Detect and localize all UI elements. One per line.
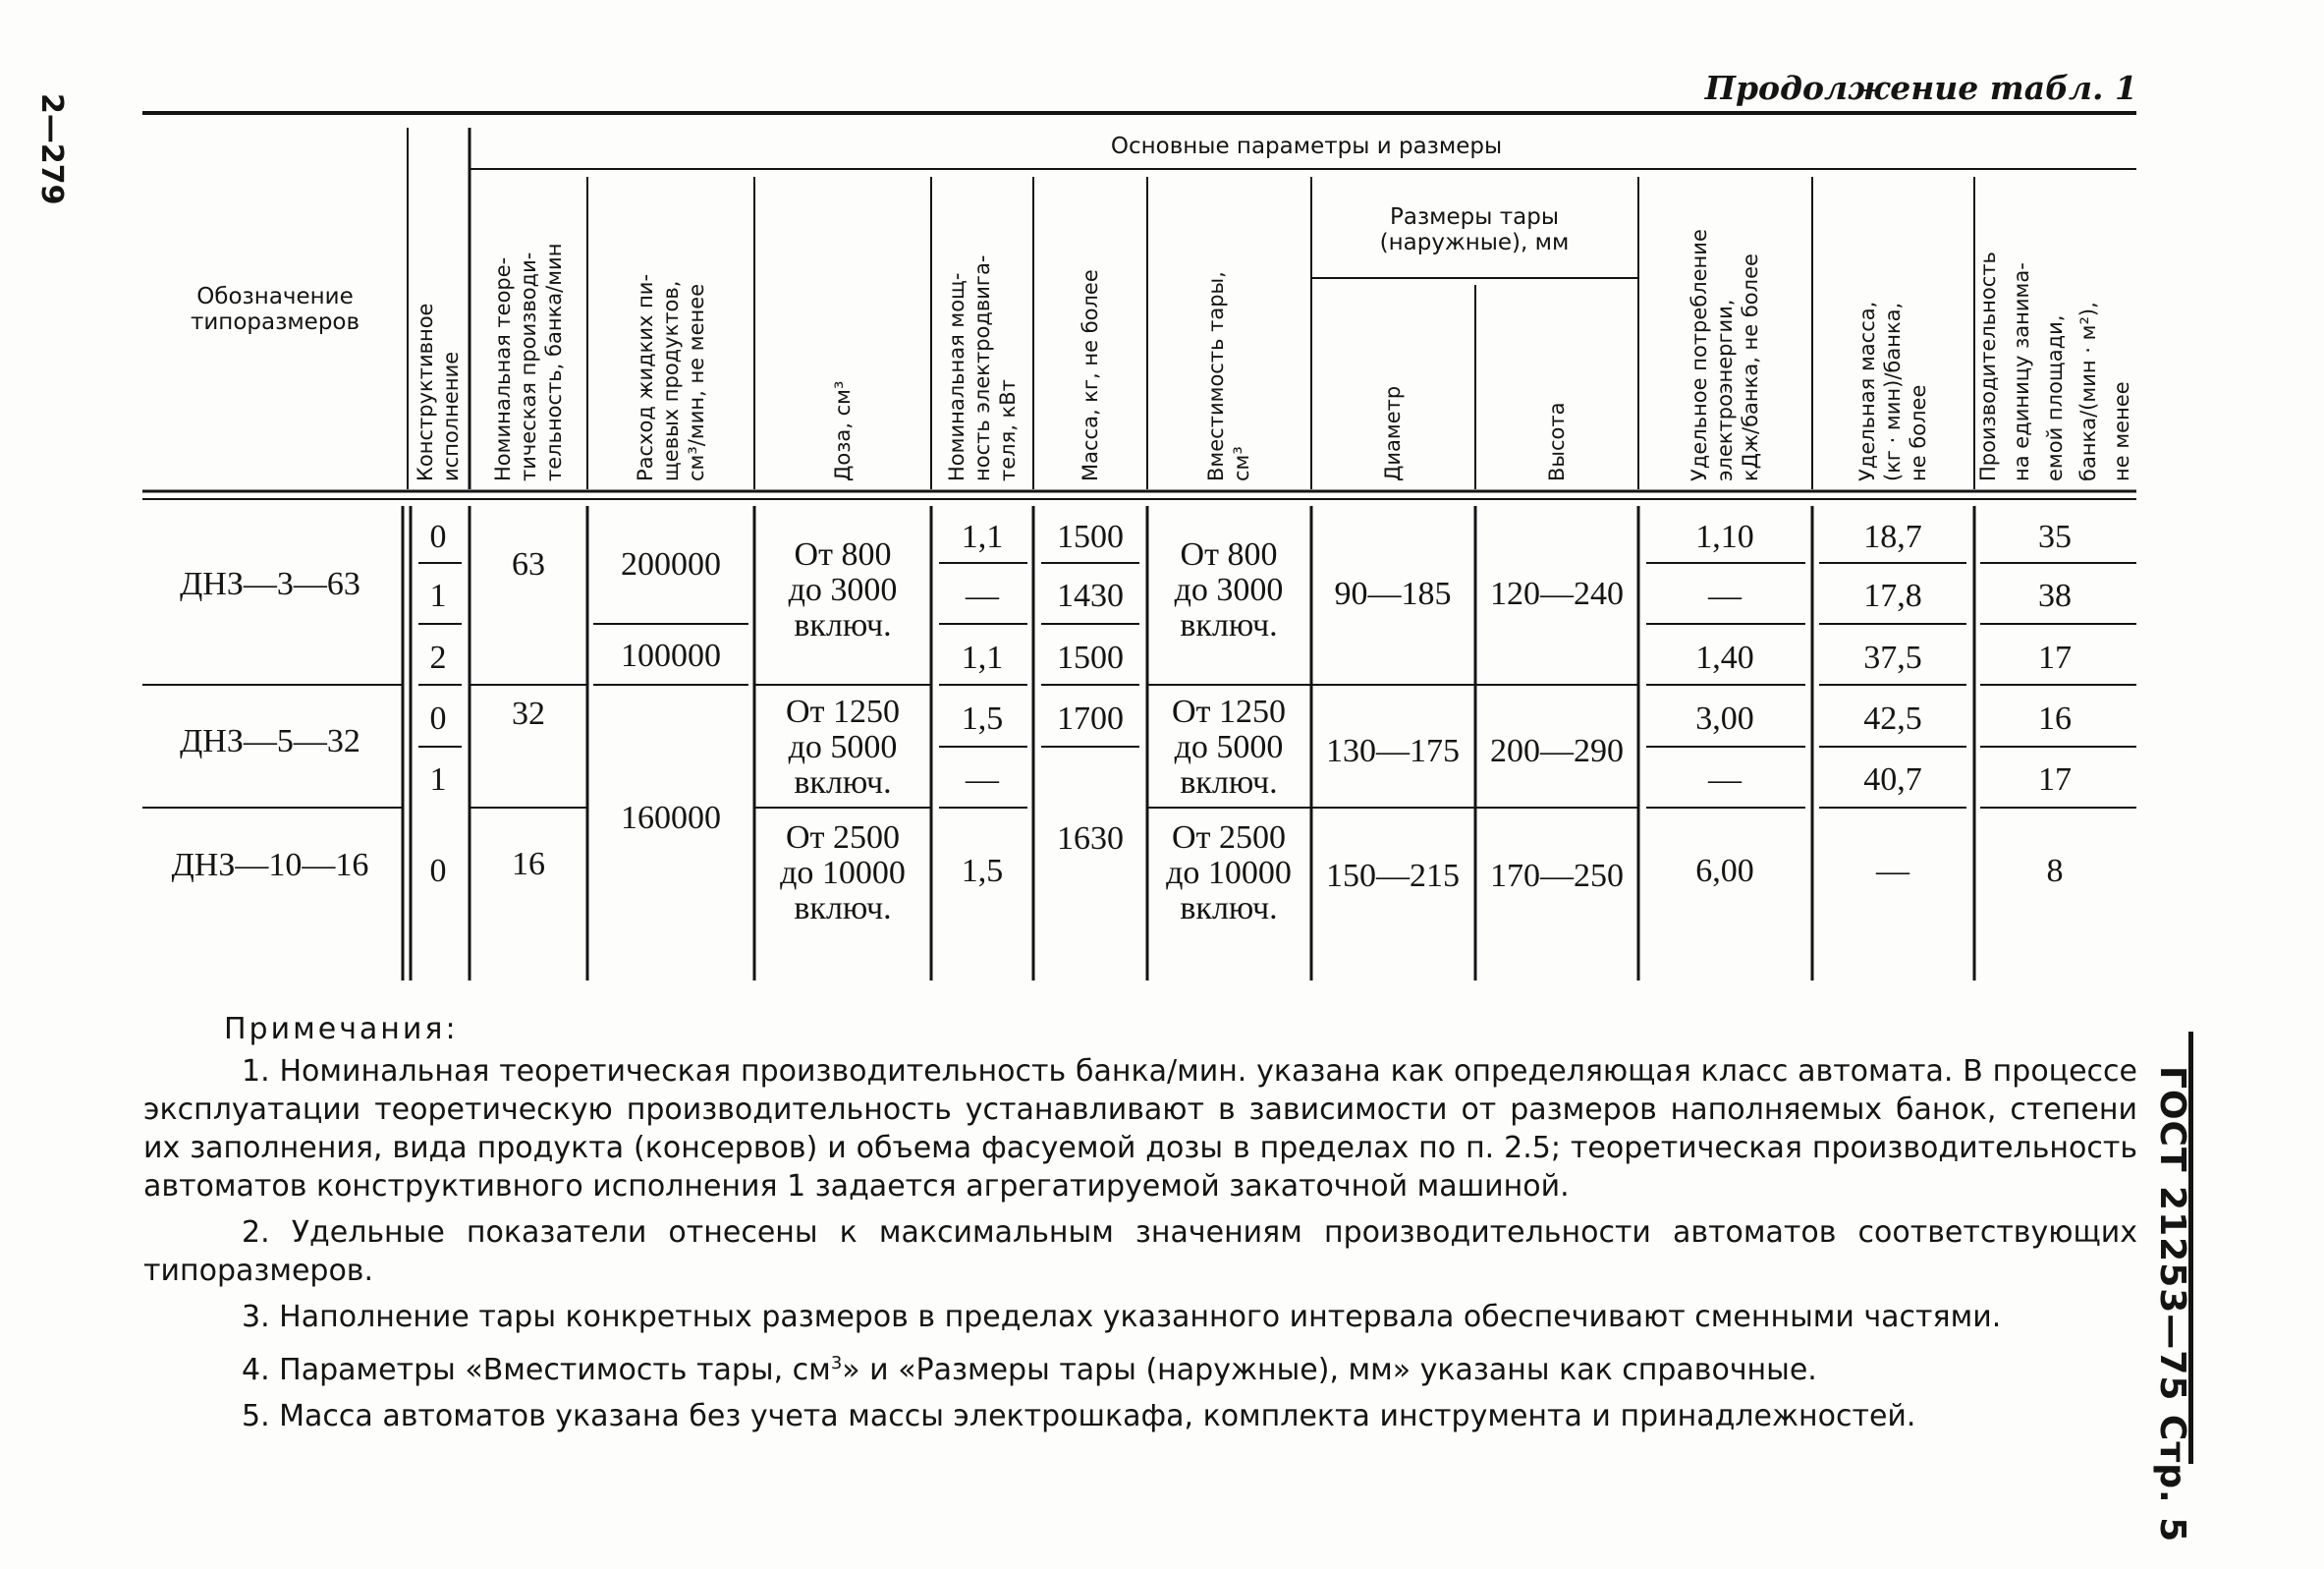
mass-cell: 1430	[1057, 578, 1124, 614]
capacity-cell: включ.	[1180, 764, 1278, 801]
unit-area-cell: 35	[2038, 519, 2072, 555]
header-capacity: Вместимость тары,	[1204, 271, 1228, 481]
specific-mass-cell: 18,7	[1863, 519, 1922, 555]
unit-area-cell: 17	[2038, 761, 2072, 798]
header-capacity: см³	[1230, 446, 1253, 481]
mass-cell: 1700	[1057, 700, 1124, 737]
power-cell: 1,5	[961, 700, 1004, 737]
header-power: ность электродвига-	[970, 254, 994, 481]
header-container-size: (наружные), мм	[1379, 230, 1570, 255]
capacity-cell: включ.	[1180, 607, 1278, 644]
specific-mass-cell: 17,8	[1863, 578, 1922, 614]
header-power: теля, кВт	[996, 379, 1020, 481]
header-height: Высота	[1545, 402, 1569, 481]
height-cell: 200—290	[1490, 733, 1624, 769]
capacity-cell: От 1250	[1172, 694, 1286, 730]
dose-cell: до 10000	[780, 855, 906, 891]
header-main-parameters: Основные параметры и размеры	[1110, 134, 1503, 159]
designation-cell: ДНЗ—10—16	[171, 847, 369, 883]
productivity-cell: 63	[512, 546, 545, 583]
capacity-cell: От 800	[1180, 536, 1278, 573]
dose-cell: до 3000	[788, 572, 898, 608]
mass-cell: 1630	[1057, 820, 1124, 857]
productivity-cell: 32	[512, 696, 545, 732]
unit-area-cell: 8	[2046, 853, 2064, 889]
power-cell: 1,5	[961, 853, 1004, 889]
header-container-size: Размеры тары	[1389, 204, 1560, 230]
header-specific-mass: не более	[1907, 384, 1930, 481]
energy-cell: 1,40	[1695, 640, 1754, 676]
dose-cell: включ.	[794, 607, 892, 644]
notes-title: Примечания:	[224, 1012, 459, 1046]
energy-cell: —	[1708, 578, 1742, 614]
header-energy: кДж/банка, не более	[1739, 253, 1762, 481]
note-4	[143, 1344, 2137, 1389]
dose-cell: От 800	[794, 536, 892, 573]
capacity-cell: включ.	[1180, 890, 1278, 926]
capacity-cell: до 5000	[1174, 729, 1284, 765]
specific-mass-cell: 37,5	[1863, 640, 1922, 676]
note-3: 3. Наполнение тары конкретных размеров в пределах указанного интервала обеспечивают сменными частями.	[242, 1300, 2002, 1334]
liquid-flow-cell: 160000	[621, 800, 721, 836]
header-dose: Доза, см³	[831, 380, 855, 481]
header-specific-mass: (кг · мин)/банка,	[1881, 302, 1905, 481]
designation-cell: ДНЗ—5—32	[180, 723, 360, 759]
power-cell: 1,1	[961, 519, 1004, 555]
liquid-flow-cell: 100000	[621, 638, 721, 674]
note-4-start: 4. Параметры «Вместимость тары, см	[242, 1353, 831, 1387]
execution-cell: 0	[429, 700, 447, 737]
diameter-cell: 150—215	[1326, 858, 1460, 894]
execution-cell: 1	[429, 761, 447, 798]
header-execution: исполнение	[439, 351, 463, 481]
power-cell: —	[966, 578, 999, 614]
header-unit-area: Производительность	[1976, 252, 2000, 481]
power-cell: —	[966, 761, 999, 798]
dose-cell: От 1250	[786, 694, 900, 730]
standard-page-label: ГОСТ 21253—75 Стр. 5	[2152, 1066, 2192, 1543]
header-energy: электроэнергии,	[1713, 299, 1737, 481]
note-1: 1. Номинальная теоретическая производительность банка/мин. указана как определяющая класс автомата. В процессе эксплуатации теоретическую производительность устанавливают в зависимости от размеров наполняемых банок, степени их заполнения, вида продукта (консервов) и объема фасуемой дозы в пределах по п. 2.5; теоретическая производительность автоматов конструктивного исполнения 1 задается агрегатируемой закаточной машиной.	[143, 1054, 2137, 1204]
unit-area-cell: 38	[2038, 578, 2072, 614]
note-2: 2. Удельные показатели отнесены к максимальным значениям производительности автоматов соответствующих типоразмеров.	[143, 1215, 2137, 1288]
header-diameter: Диаметр	[1381, 385, 1405, 481]
specific-mass-cell: 42,5	[1863, 700, 1922, 737]
execution-cell: 0	[429, 853, 447, 889]
header-productivity: Номинальная теоре-	[491, 256, 515, 481]
height-cell: 120—240	[1490, 576, 1624, 612]
table-continuation-title: Продолжение табл. 1	[1704, 69, 2137, 107]
energy-cell: —	[1708, 761, 1742, 798]
note-4-end: » и «Размеры тары (наружные), мм» указаны как справочные.	[842, 1353, 1817, 1387]
capacity-cell: От 2500	[1172, 819, 1286, 856]
height-cell: 170—250	[1490, 858, 1624, 894]
notes-section	[143, 1010, 2137, 1443]
energy-cell: 1,10	[1695, 519, 1754, 555]
header-productivity: тическая производи-	[517, 252, 540, 481]
header-liquid-flow: щевых продуктов,	[659, 280, 683, 481]
diameter-cell: 130—175	[1326, 733, 1460, 769]
energy-cell: 6,00	[1695, 853, 1754, 889]
diameter-cell: 90—185	[1334, 576, 1452, 612]
liquid-flow-cell: 200000	[621, 546, 721, 583]
dose-cell: до 5000	[788, 729, 898, 765]
productivity-cell: 16	[512, 846, 545, 882]
header-designation: Обозначение	[196, 284, 354, 309]
power-cell: 1,1	[961, 640, 1004, 676]
header-unit-area: банка/(мин · м²),	[2076, 302, 2100, 481]
dose-cell: включ.	[794, 764, 892, 801]
execution-cell: 0	[429, 519, 447, 555]
header-mass: Масса, кг, не более	[1079, 269, 1102, 481]
unit-area-cell: 16	[2038, 700, 2072, 737]
header-liquid-flow: см³/мин, не менее	[685, 283, 708, 481]
header-unit-area: не менее	[2110, 381, 2133, 481]
specific-mass-cell: 40,7	[1863, 761, 1922, 798]
dose-cell: включ.	[794, 890, 892, 926]
energy-cell: 3,00	[1695, 700, 1754, 737]
header-unit-area: емой площади,	[2043, 314, 2067, 481]
mass-cell: 1500	[1057, 519, 1124, 555]
mass-cell: 1500	[1057, 640, 1124, 676]
page-number-left: 2—279	[34, 93, 69, 205]
note-5: 5. Масса автоматов указана без учета массы электрошкафа, комплекта инструмента и принадлежностей.	[242, 1399, 1916, 1433]
header-productivity: тельность, банка/мин	[542, 243, 566, 481]
header-specific-mass: Удельная масса,	[1855, 301, 1879, 481]
header-execution: Конструктивное	[414, 303, 437, 481]
execution-cell: 1	[429, 578, 447, 614]
note-4-superscript: 3	[830, 1353, 843, 1373]
header-liquid-flow: Расход жидких пи-	[634, 273, 657, 481]
designation-cell: ДНЗ—3—63	[180, 566, 360, 602]
capacity-cell: до 3000	[1174, 572, 1284, 608]
header-power: Номинальная мощ-	[945, 272, 968, 481]
specific-mass-cell: —	[1876, 853, 1909, 889]
dose-cell: От 2500	[786, 819, 900, 856]
unit-area-cell: 17	[2038, 640, 2072, 676]
header-designation: типоразмеров	[190, 309, 360, 335]
header-energy: Удельное потребление	[1688, 229, 1711, 481]
capacity-cell: до 10000	[1166, 855, 1292, 891]
execution-cell: 2	[429, 640, 447, 676]
header-unit-area: на единицу занима-	[2010, 262, 2033, 481]
